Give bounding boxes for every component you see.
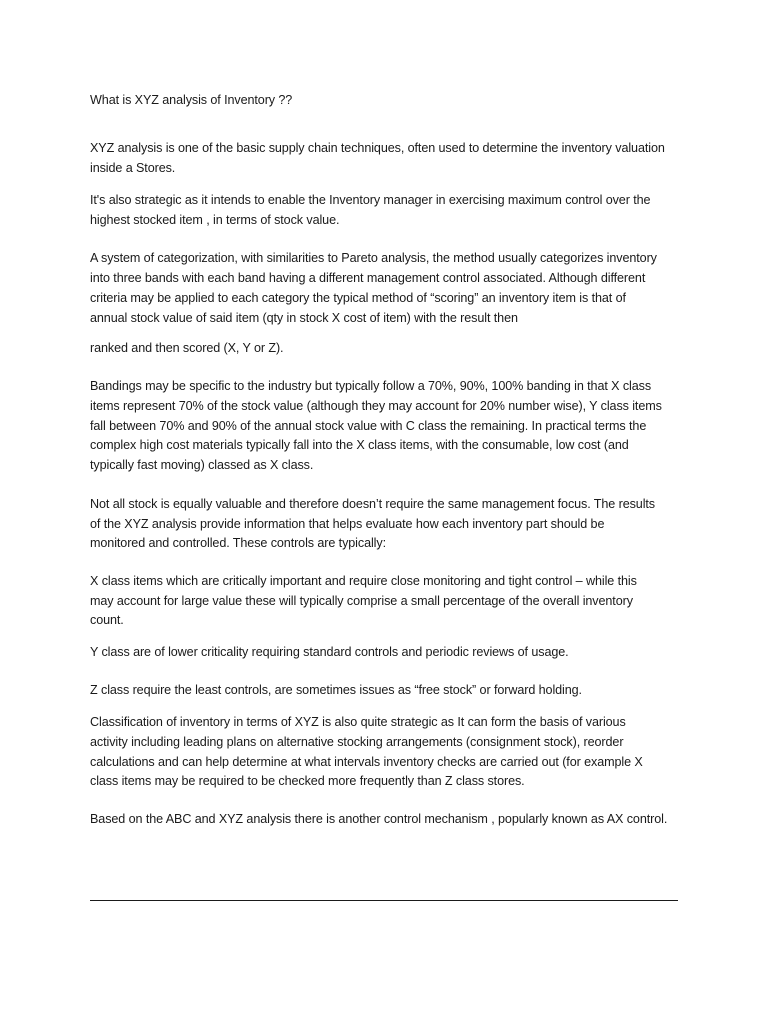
text-line: inside a Stores.: [90, 161, 176, 175]
text-line: highest stocked item , in terms of stock value.: [90, 213, 340, 227]
text-line: XYZ analysis is one of the basic supply chain techniques, often used to determine the inventory valuation: [90, 141, 665, 155]
text-line: typically fast moving) classed as X class.: [90, 458, 314, 472]
text-line: items represent 70% of the stock value (although they may account for 20% number wise), Y class items: [90, 399, 662, 413]
text-line: Y class are of lower criticality requiring standard controls and periodic reviews of usage.: [90, 645, 569, 659]
text-line: count.: [90, 613, 124, 627]
text-line: Classification of inventory in terms of XYZ is also quite strategic as It can form the basis of various: [90, 715, 626, 729]
text-line: may account for large value these will typically comprise a small percentage of the overall inventory: [90, 594, 633, 608]
text-line: of the XYZ analysis provide information that helps evaluate how each inventory part should be: [90, 517, 605, 531]
text-line: Based on the ABC and XYZ analysis there is another control mechanism , popularly known as AX control.: [90, 812, 668, 826]
text-line: Z class require the least controls, are sometimes issues as “free stock” or forward holding.: [90, 683, 582, 697]
text-line: ranked and then scored (X, Y or Z).: [90, 341, 284, 355]
text-line: annual stock value of said item (qty in stock X cost of item) with the result then: [90, 311, 518, 325]
text-line: Bandings may be specific to the industry but typically follow a 70%, 90%, 100% banding in that X class: [90, 379, 652, 393]
text-line: calculations and can help determine at what intervals inventory checks are carried out (for example X: [90, 755, 643, 769]
text-line: monitored and controlled. These controls are typically:: [90, 536, 386, 550]
text-line: It's also strategic as it intends to enable the Inventory manager in exercising maximum control over the: [90, 193, 651, 207]
text-line: class items may be required to be checked more frequently than Z class stores.: [90, 774, 525, 788]
text-line: complex high cost materials typically fall into the X class items, with the consumable, low cost (and: [90, 438, 629, 452]
text-line: activity including leading plans on alternative stocking arrangements (consignment stock), reorder: [90, 735, 624, 749]
text-line: into three bands with each band having a different management control associated. Although different: [90, 271, 646, 285]
text-line: Not all stock is equally valuable and therefore doesn’t require the same management focus. The results: [90, 497, 655, 511]
text-line: X class items which are critically important and require close monitoring and tight control – while this: [90, 574, 637, 588]
footer-divider: [90, 900, 678, 901]
text-line: fall between 70% and 90% of the annual stock value with C class the remaining. In practical terms the: [90, 419, 647, 433]
text-line: criteria may be applied to each category the typical method of “scoring” an inventory item is that of: [90, 291, 626, 305]
document-title: What is XYZ analysis of Inventory ??: [90, 93, 293, 107]
text-line: A system of categorization, with similarities to Pareto analysis, the method usually categorizes inventory: [90, 251, 657, 265]
